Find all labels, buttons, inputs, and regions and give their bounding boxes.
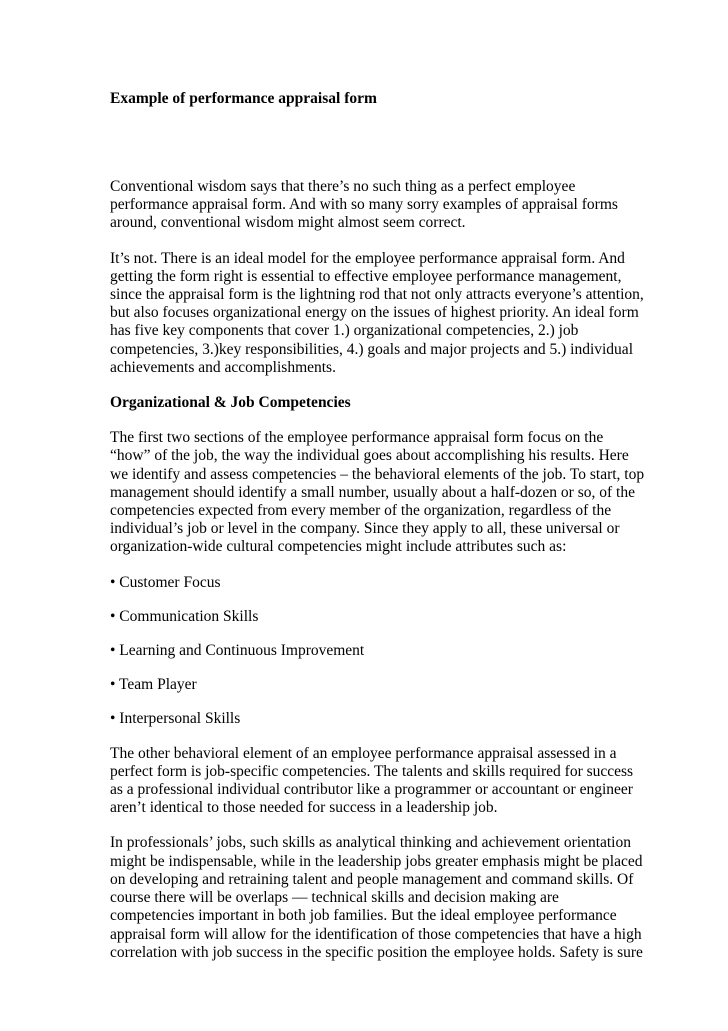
text-line: course there will be overlaps — technical skills and decision making are: [110, 889, 559, 907]
text-line: getting the form right is essential to effective employee performance management,: [110, 267, 622, 285]
text-line: as a professional individual contributor like a programmer or accountant or engineer: [110, 781, 633, 799]
text-line: individual’s job or level in the company. Since they apply to all, these universal or: [110, 520, 620, 538]
text-line: organization-wide cultural competencies might include attributes such as:: [110, 538, 567, 556]
bullet-item: • Learning and Continuous Improvement: [110, 642, 365, 660]
text-line: perfect form is job-specific competencies. The talents and skills required for success: [110, 762, 634, 780]
text-line: appraisal form will allow for the identification of those competencies that have a high: [110, 925, 642, 943]
text-line: but also focuses organizational energy on the issues of highest priority. An ideal form: [110, 304, 639, 322]
bullet-item: • Communication Skills: [110, 607, 259, 625]
job-specific-paragraph: [110, 744, 634, 818]
text-line: performance appraisal form. And with so many sorry examples of appraisal forms: [110, 196, 618, 214]
text-line: It’s not. There is an ideal model for the employee performance appraisal form. And: [110, 249, 625, 267]
text-line: we identify and assess competencies – the behavioral elements of the job. To start, top: [110, 465, 645, 483]
text-line: The other behavioral element of an employee performance appraisal assessed in a: [110, 744, 617, 762]
text-line: competencies expected from every member of the organization, regardless of the: [110, 502, 612, 520]
bullet-item: • Customer Focus: [110, 573, 221, 591]
document-title: Example of performance appraisal form: [110, 90, 377, 107]
text-line: since the appraisal form is the lightning rod that not only attracts everyone’s attention,: [110, 286, 644, 304]
bullet-item: • Interpersonal Skills: [110, 710, 241, 728]
ideal-model-paragraph: [110, 249, 644, 377]
text-line: correlation with job success in the specific position the employee holds. Safety is sure: [110, 943, 643, 961]
professionals-paragraph: [110, 834, 643, 961]
text-line: aren’t identical to those needed for success in a leadership job.: [110, 799, 498, 817]
text-line: In professionals’ jobs, such skills as analytical thinking and achievement orientation: [110, 834, 631, 852]
text-line: on developing and retraining talent and people management and command skills. Of: [110, 870, 634, 888]
text-line: competencies important in both job families. But the ideal employee performance: [110, 907, 617, 925]
text-line: competencies, 3.)key responsibilities, 4.) goals and major projects and 5.) individual: [110, 340, 633, 358]
text-line: Conventional wisdom says that there’s no such thing as a perfect employee: [110, 178, 576, 195]
intro-paragraph: [110, 178, 628, 233]
text-line: achievements and accomplishments.: [110, 358, 336, 376]
text-line: has five key components that cover 1.) organizational competencies, 2.) job: [110, 322, 579, 340]
text-line: “how” of the job, the way the individual goes about accomplishing his results. Here: [110, 447, 629, 465]
section-heading: Organizational & Job Competencies: [110, 394, 351, 412]
text-line: management should identify a small number, usually about a half-dozen or so, of the: [110, 483, 635, 501]
bullet-item: • Team Player: [110, 676, 197, 694]
competencies-paragraph: [110, 429, 645, 556]
text-line: around, conventional wisdom might almost seem correct.: [110, 214, 466, 232]
text-line: The first two sections of the employee performance appraisal form focus on the: [110, 429, 604, 447]
text-line: might be indispensable, while in the leadership jobs greater emphasis might be placed: [110, 852, 643, 870]
